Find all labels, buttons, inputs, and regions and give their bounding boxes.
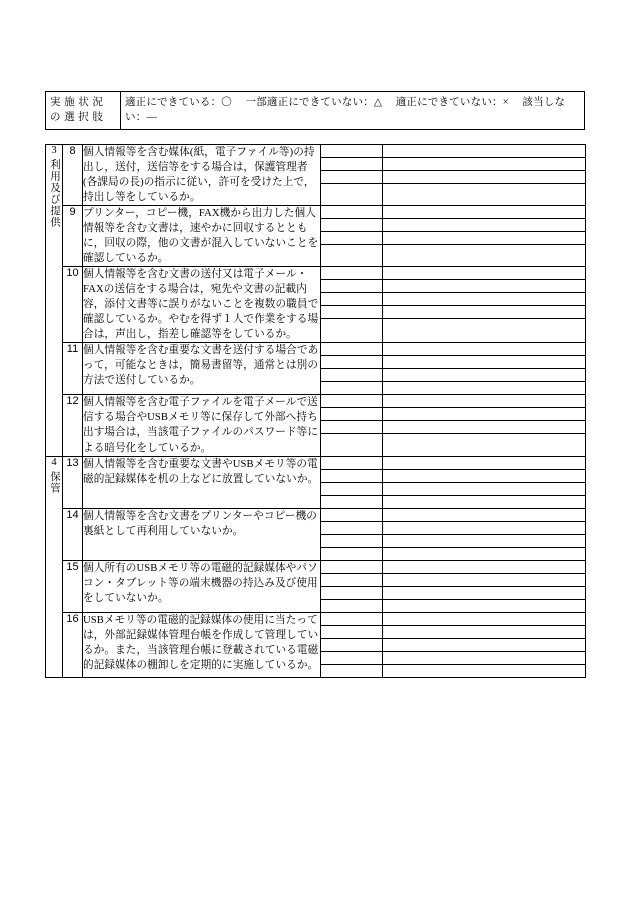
ruled-line[interactable] (383, 534, 585, 547)
ruled-line[interactable] (383, 280, 585, 293)
ruled-line[interactable] (321, 171, 382, 184)
row-number: 8 (63, 145, 83, 206)
ruled-line[interactable] (321, 408, 382, 421)
ruled-line[interactable] (321, 343, 382, 356)
ruled-line[interactable] (321, 421, 382, 434)
result-cell[interactable] (321, 206, 383, 267)
ruled-line[interactable] (321, 521, 382, 534)
ruled-line[interactable] (383, 245, 585, 258)
legend-label-line-1: 実 施 状 況 (50, 97, 104, 108)
check-item-text: 個人情報等を含む媒体(紙，電子ファイル等)の持出し，送付，送信等をする場合は，保護管理者(各課局の長)の指示に従い，許可を受けた上で，持出し等をしているか。 (83, 145, 321, 206)
ruled-line[interactable] (383, 219, 585, 232)
ruled-line[interactable] (321, 534, 382, 547)
table-row (46, 395, 586, 456)
ruled-line[interactable] (383, 495, 585, 508)
table-row (46, 343, 586, 395)
ruled-line[interactable] (383, 293, 585, 306)
note-cell[interactable] (383, 612, 586, 677)
ruled-line[interactable] (383, 232, 585, 245)
ruled-line[interactable] (383, 613, 585, 626)
ruled-line[interactable] (321, 434, 382, 447)
ruled-line[interactable] (321, 613, 382, 626)
row-number: 11 (63, 343, 83, 395)
ruled-line[interactable] (321, 561, 382, 574)
ruled-line[interactable] (383, 664, 585, 677)
category-number: 4 (51, 456, 57, 468)
row-number: 13 (63, 456, 83, 508)
ruled-line[interactable] (383, 306, 585, 319)
ruled-line[interactable] (321, 184, 382, 197)
ruled-line[interactable] (383, 638, 585, 651)
ruled-line[interactable] (321, 206, 382, 219)
category-label: 利用及び提供 (49, 159, 61, 229)
ruled-line[interactable] (383, 561, 585, 574)
ruled-line[interactable] (321, 586, 382, 599)
ruled-line[interactable] (383, 434, 585, 447)
table-row (46, 145, 586, 206)
ruled-line[interactable] (383, 625, 585, 638)
check-item-text: 個人情報等を含む文書の送付又は電子メール・FAXの送信をする場合は，宛先や文書の記載内容，添付文書等に誤りがないことを複数の職員で確認しているか。やむを得ず１人で作業をする場合は，声出し，指差し確認等をしているか。 (83, 267, 321, 343)
ruled-line[interactable] (321, 547, 382, 560)
result-cell[interactable] (321, 267, 383, 343)
check-item-text: USBメモリ等の電磁的記録媒体の使用に当たっては，外部記録媒体管理台帳を作成して管理しているか。また，当該管理台帳に登載されている電磁的記録媒体の棚卸しを定期的に実施しているか。 (83, 612, 321, 677)
note-cell[interactable] (383, 560, 586, 612)
ruled-line[interactable] (383, 573, 585, 586)
ruled-line[interactable] (321, 293, 382, 306)
ruled-line[interactable] (383, 171, 585, 184)
check-item-text: 個人情報等を含む電子ファイルを電子メールで送信する場合やUSBメモリ等に保存して外部へ持ち出す場合は，当該電子ファイルのパスワード等による暗号化をしているか。 (83, 395, 321, 456)
ruled-line[interactable] (383, 586, 585, 599)
ruled-line[interactable] (321, 369, 382, 382)
result-cell[interactable] (321, 343, 383, 395)
ruled-line[interactable] (383, 343, 585, 356)
row-number: 10 (63, 267, 83, 343)
ruled-line[interactable] (321, 482, 382, 495)
ruled-line[interactable] (321, 232, 382, 245)
note-cell[interactable] (383, 267, 586, 343)
ruled-line[interactable] (321, 651, 382, 664)
ruled-line[interactable] (321, 280, 382, 293)
ruled-line[interactable] (321, 219, 382, 232)
legend-label-line-2: の 選 択 肢 (50, 112, 104, 124)
ruled-line[interactable] (383, 421, 585, 434)
ruled-line[interactable] (321, 625, 382, 638)
ruled-line[interactable] (383, 184, 585, 197)
ruled-line[interactable] (321, 382, 382, 395)
check-item-text: 個人所有のUSBメモリ等の電磁的記録媒体やパソコン・タブレット等の端末機器の持込み及び使用をしていないか。 (83, 560, 321, 612)
table-row (46, 560, 586, 612)
ruled-line[interactable] (383, 521, 585, 534)
legend-table (45, 91, 585, 130)
ruled-line[interactable] (383, 547, 585, 560)
ruled-line[interactable] (321, 469, 382, 482)
row-number: 14 (63, 508, 83, 560)
category-cell (46, 145, 63, 457)
check-item-text: プリンター，コピー機，FAX機から出力した個人情報等を含む文書は，速やかに回収するとともに，回収の際，他の文書が混入していないことを確認しているか。 (83, 206, 321, 267)
ruled-line[interactable] (383, 369, 585, 382)
note-cell[interactable] (383, 395, 586, 456)
ruled-line[interactable] (383, 145, 585, 158)
result-cell[interactable] (321, 395, 383, 456)
result-cell[interactable] (321, 145, 383, 206)
check-item-text: 個人情報等を含む重要な文書を送付する場合であって，可能なときは，簡易書留等，通常とは別の方法で送付しているか。 (83, 343, 321, 395)
ruled-line[interactable] (321, 267, 382, 280)
category-cell (46, 456, 63, 677)
ruled-line[interactable] (321, 457, 382, 470)
ruled-line[interactable] (383, 158, 585, 171)
category-number: 3 (51, 145, 57, 156)
check-item-text: 個人情報等を含む重要な文書やUSBメモリ等の電磁的記録媒体を机の上などに放置していないか。 (83, 456, 321, 508)
legend-value-cell: 適正にできている：〇 一部適正にできていない：△ 適正にできていない：× 該当しない：― (121, 92, 585, 130)
ruled-line[interactable] (321, 495, 382, 508)
ruled-line[interactable] (383, 651, 585, 664)
ruled-line[interactable] (321, 638, 382, 651)
legend-label-cell (46, 92, 121, 130)
note-cell[interactable] (383, 508, 586, 560)
table-row (46, 508, 586, 560)
table-row (46, 206, 586, 267)
ruled-line[interactable] (321, 319, 382, 332)
ruled-line[interactable] (383, 482, 585, 495)
table-row (46, 456, 586, 508)
ruled-line[interactable] (321, 245, 382, 258)
ruled-line[interactable] (321, 573, 382, 586)
ruled-line[interactable] (383, 206, 585, 219)
ruled-line[interactable] (321, 599, 382, 612)
table-row (46, 267, 586, 343)
check-item-text: 個人情報等を含む文書をプリンターやコピー機の裏紙として再利用していないか。 (83, 508, 321, 560)
category-label: 保管 (49, 470, 61, 494)
ruled-line[interactable] (383, 509, 585, 522)
ruled-line[interactable] (383, 356, 585, 369)
row-number: 15 (63, 560, 83, 612)
row-number: 16 (63, 612, 83, 677)
ruled-line[interactable] (321, 306, 382, 319)
ruled-line[interactable] (321, 356, 382, 369)
row-number: 12 (63, 395, 83, 456)
note-cell[interactable] (383, 145, 586, 206)
ruled-line[interactable] (383, 469, 585, 482)
result-cell[interactable] (321, 612, 383, 677)
checklist-table (45, 144, 586, 678)
ruled-line[interactable] (321, 158, 382, 171)
note-cell[interactable] (383, 206, 586, 267)
ruled-line[interactable] (383, 395, 585, 408)
ruled-line[interactable] (321, 395, 382, 408)
ruled-line[interactable] (321, 509, 382, 522)
ruled-line[interactable] (321, 664, 382, 677)
ruled-line[interactable] (383, 599, 585, 612)
result-cell[interactable] (321, 456, 383, 508)
ruled-line[interactable] (383, 408, 585, 421)
ruled-line[interactable] (383, 319, 585, 332)
ruled-line[interactable] (383, 382, 585, 395)
row-number: 9 (63, 206, 83, 267)
note-cell[interactable] (383, 343, 586, 395)
result-cell[interactable] (321, 508, 383, 560)
note-cell[interactable] (383, 456, 586, 508)
table-row (46, 612, 586, 677)
legend-row (46, 92, 585, 130)
result-cell[interactable] (321, 560, 383, 612)
ruled-line[interactable] (383, 457, 585, 470)
ruled-line[interactable] (321, 145, 382, 158)
ruled-line[interactable] (383, 267, 585, 280)
